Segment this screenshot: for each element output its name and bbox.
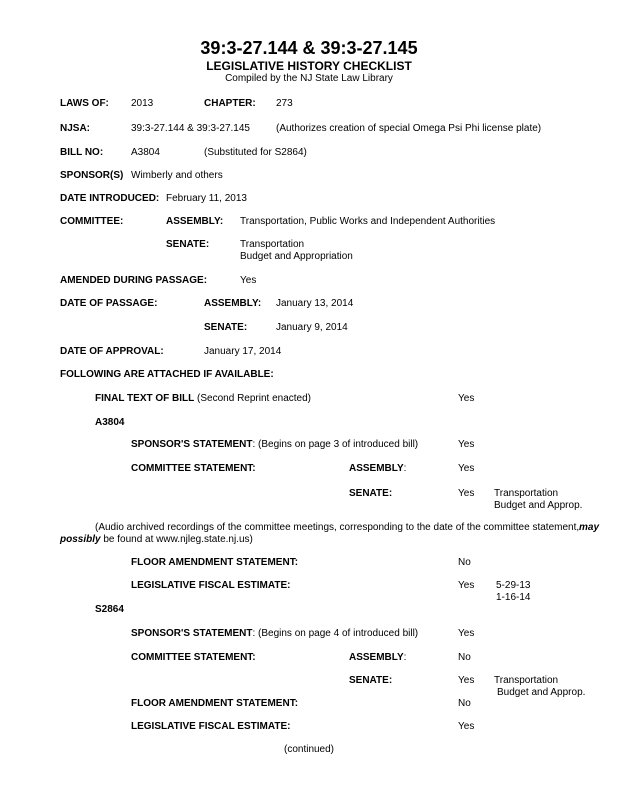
a-committee-assembly-value: Yes bbox=[458, 463, 475, 474]
a-committee-senate-comm-1: Transportation bbox=[494, 488, 559, 499]
njsa-label: NJSA: bbox=[60, 123, 91, 134]
final-text-row bbox=[95, 393, 311, 405]
a-committee-assembly-label: ASSEMBLY bbox=[349, 463, 404, 474]
s-floor-label: FLOOR AMENDMENT STATEMENT: bbox=[131, 698, 299, 709]
a-committee-senate-label: SENATE: bbox=[349, 488, 393, 499]
s-committee-senate-label: SENATE: bbox=[349, 675, 393, 686]
laws-of-label: LAWS OF: bbox=[60, 98, 109, 109]
a-floor-value: No bbox=[458, 557, 471, 568]
s-committee-assembly-colon: : bbox=[403, 652, 407, 663]
s-committee-assembly-value: No bbox=[458, 652, 471, 663]
a-fiscal-value: Yes bbox=[458, 580, 475, 591]
sponsor-value: Wimberly and others bbox=[131, 170, 223, 181]
a-fiscal-date-1: 5-29-13 bbox=[496, 580, 531, 591]
date-introduced-value: February 11, 2013 bbox=[166, 193, 247, 204]
s-sponsor-label: SPONSOR'S STATEMENT bbox=[131, 628, 253, 639]
compiled-by: Compiled by the NJ State Law Library bbox=[225, 73, 393, 84]
attached-heading: FOLLOWING ARE ATTACHED IF AVAILABLE: bbox=[60, 369, 274, 380]
passage-assembly-label: ASSEMBLY: bbox=[204, 298, 262, 309]
passage-label: DATE OF PASSAGE: bbox=[60, 298, 158, 309]
bill-no-label: BILL NO: bbox=[60, 147, 104, 158]
s-sponsor-row bbox=[131, 628, 418, 640]
committee-assembly-label: ASSEMBLY: bbox=[166, 216, 224, 227]
chapter-value: 273 bbox=[276, 98, 293, 109]
passage-assembly-value: January 13, 2014 bbox=[276, 298, 354, 309]
final-text-value: Yes bbox=[458, 393, 475, 404]
s-committee-assembly-label: ASSEMBLY bbox=[349, 652, 404, 663]
s-fiscal-value: Yes bbox=[458, 721, 475, 732]
committee-senate-value-2: Budget and Appropriation bbox=[240, 251, 353, 262]
passage-senate-value: January 9, 2014 bbox=[276, 322, 348, 333]
audio-note-line-2 bbox=[60, 534, 253, 546]
s-floor-value: No bbox=[458, 698, 471, 709]
a-fiscal-label: LEGISLATIVE FISCAL ESTIMATE: bbox=[131, 580, 291, 591]
laws-of-value: 2013 bbox=[131, 98, 154, 109]
a-committee-assembly bbox=[349, 463, 406, 475]
a-fiscal-date-2: 1-16-14 bbox=[496, 592, 531, 603]
s-sponsor-value: Yes bbox=[458, 628, 475, 639]
s-sponsor-note: : (Begins on page 4 of introduced bill) bbox=[252, 628, 419, 639]
a-sponsor-value: Yes bbox=[458, 439, 475, 450]
sponsor-label: SPONSOR(S) bbox=[60, 170, 124, 181]
continued-note: (continued) bbox=[283, 744, 335, 755]
a-sponsor-row bbox=[131, 439, 418, 451]
audio-note-part2: be found at www.njleg.state.nj.us) bbox=[100, 534, 253, 545]
a-committee-assembly-colon: : bbox=[403, 463, 407, 474]
date-introduced-label: DATE INTRODUCED: bbox=[60, 193, 160, 204]
s-committee-senate-comm-1: Transportation bbox=[494, 675, 559, 686]
approval-label: DATE OF APPROVAL: bbox=[60, 346, 164, 357]
audio-note-emph-b: possibly bbox=[60, 534, 101, 545]
bill-no-note: (Substituted for S2864) bbox=[204, 147, 307, 158]
s-fiscal-label: LEGISLATIVE FISCAL ESTIMATE: bbox=[131, 721, 291, 732]
chapter-label: CHAPTER: bbox=[204, 98, 256, 109]
a-committee-senate-value: Yes bbox=[458, 488, 475, 499]
audio-note-line-1 bbox=[95, 522, 579, 534]
approval-value: January 17, 2014 bbox=[204, 346, 282, 357]
passage-senate-label: SENATE: bbox=[204, 322, 248, 333]
s-committee-label: COMMITTEE STATEMENT: bbox=[131, 652, 256, 663]
njsa-note: (Authorizes creation of special Omega Psi Phi license plate) bbox=[276, 123, 542, 134]
amended-label: AMENDED DURING PASSAGE: bbox=[60, 275, 208, 286]
bill-no-value: A3804 bbox=[131, 147, 160, 158]
s-committee-senate-value: Yes bbox=[458, 675, 475, 686]
committee-label: COMMITTEE: bbox=[60, 216, 124, 227]
s-committee-senate-comm-2: Budget and Approp. bbox=[497, 687, 586, 698]
document-subtitle: LEGISLATIVE HISTORY CHECKLIST bbox=[206, 59, 412, 73]
committee-assembly-value: Transportation, Public Works and Independent Authorities bbox=[240, 216, 496, 227]
final-text-note: (Second Reprint enacted) bbox=[194, 393, 311, 404]
committee-senate-value-1: Transportation bbox=[240, 239, 305, 250]
final-text-label: FINAL TEXT OF BILL bbox=[95, 393, 195, 404]
a-committee-label: COMMITTEE STATEMENT: bbox=[131, 463, 256, 474]
a-bill-heading: A3804 bbox=[95, 417, 125, 428]
committee-senate-label: SENATE: bbox=[166, 239, 210, 250]
document-title: 39:3-27.144 & 39:3-27.145 bbox=[200, 38, 418, 58]
audio-note-part1: (Audio archived recordings of the committee meetings, corresponding to the date of the committee statement, bbox=[95, 522, 580, 533]
a-sponsor-label: SPONSOR'S STATEMENT bbox=[131, 439, 253, 450]
a-floor-label: FLOOR AMENDMENT STATEMENT: bbox=[131, 557, 299, 568]
s-committee-assembly bbox=[349, 652, 406, 664]
amended-value: Yes bbox=[240, 275, 257, 286]
s-bill-heading: S2864 bbox=[95, 604, 124, 615]
a-committee-senate-comm-2: Budget and Approp. bbox=[494, 500, 583, 511]
audio-note-emph-a: may bbox=[579, 522, 600, 533]
a-sponsor-note: : (Begins on page 3 of introduced bill) bbox=[252, 439, 419, 450]
njsa-value: 39:3-27.144 & 39:3-27.145 bbox=[131, 123, 250, 134]
